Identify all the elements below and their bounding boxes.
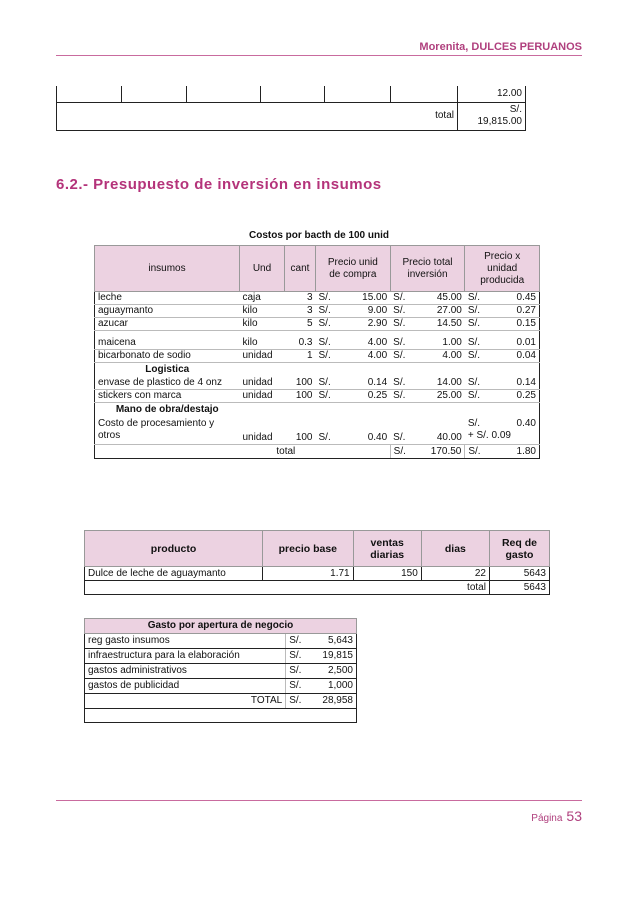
infrastructure-table-fragment bbox=[56, 86, 526, 131]
cell-producto: Dulce de leche de aguaymanto bbox=[85, 567, 263, 581]
cell-precio-unid: 4.00 bbox=[343, 337, 390, 350]
cell-cant: 3 bbox=[285, 292, 316, 305]
cell-cur: S/. bbox=[286, 649, 310, 664]
table-cell bbox=[391, 86, 458, 102]
table-row bbox=[95, 417, 540, 445]
table-row bbox=[95, 350, 540, 363]
col-header-precio-total: Precio total inversión bbox=[390, 246, 465, 292]
table-row bbox=[95, 390, 540, 403]
cell-precio-total: 14.00 bbox=[415, 377, 465, 390]
total-label: total bbox=[95, 445, 391, 459]
cell-cur: S/. bbox=[465, 318, 496, 331]
cell-und: unidad bbox=[240, 390, 285, 403]
group-label-logistica: Logistica bbox=[95, 363, 240, 377]
cell-und: kilo bbox=[240, 337, 285, 350]
cell-precio-x-unidad: 0.14 bbox=[496, 377, 539, 390]
cell-und: unidad bbox=[240, 417, 285, 445]
section-title: 6.2.- Presupuesto de inversión en insumos bbox=[56, 176, 382, 193]
cell-precio-x-unidad: 0.45 bbox=[496, 292, 539, 305]
col-header-cant: cant bbox=[285, 246, 316, 292]
table-row bbox=[95, 305, 540, 318]
table-row bbox=[85, 567, 550, 581]
cell-label: reg gasto insumos bbox=[85, 634, 286, 649]
total-value-cell: S/. 19,815.00 bbox=[458, 102, 526, 130]
col-header-ventas-diarias: ventas diarias bbox=[353, 531, 421, 567]
total-row: total S/. 170.50 S/. 1.80 bbox=[95, 445, 540, 459]
table-row bbox=[85, 664, 357, 679]
cell-req: 5643 bbox=[489, 567, 549, 581]
cell-cur: S/. bbox=[316, 390, 344, 403]
total-row bbox=[85, 581, 550, 595]
total-label: total bbox=[85, 581, 490, 595]
cell-cur: S/. bbox=[286, 664, 310, 679]
cell-dias: 22 bbox=[421, 567, 489, 581]
col-header-precio-base: precio base bbox=[263, 531, 354, 567]
cell-precio-x-unidad: 0.25 bbox=[496, 390, 539, 403]
table-row bbox=[85, 634, 357, 649]
cell-value: 5,643 bbox=[309, 634, 356, 649]
cell-cur: S/. bbox=[316, 305, 344, 318]
cell-precio-x-unidad: 0.04 bbox=[496, 350, 539, 363]
total-row: TOTAL S/. 28,958 bbox=[85, 694, 357, 709]
cell-cur: S/. bbox=[465, 350, 496, 363]
total-precio-x-unidad: 1.80 bbox=[496, 445, 539, 459]
col-header-und: Und bbox=[240, 246, 285, 292]
total-value: 5643 bbox=[489, 581, 549, 595]
cell-cur: S/. bbox=[316, 337, 344, 350]
apertura-table bbox=[84, 618, 357, 723]
cell-precio-x-unidad: S/. 0.40 + S/. 0.09 bbox=[465, 417, 540, 445]
cell-cur: S/. bbox=[465, 292, 496, 305]
col-header-producto: producto bbox=[85, 531, 263, 567]
cell-precio-unid: 15.00 bbox=[343, 292, 390, 305]
cell-cur: S/. bbox=[316, 377, 344, 390]
cell-cur: S/. bbox=[390, 305, 415, 318]
cell-precio-unid: 9.00 bbox=[343, 305, 390, 318]
cell-und: unidad bbox=[240, 350, 285, 363]
cell-precio-total: 27.00 bbox=[415, 305, 465, 318]
group-label-mano-de-obra: Mano de obra/destajo bbox=[95, 403, 240, 417]
cell-und: unidad bbox=[240, 377, 285, 390]
col-header-dias: dias bbox=[421, 531, 489, 567]
table-row bbox=[95, 337, 540, 350]
cell-precio-x-unidad: 0.15 bbox=[496, 318, 539, 331]
table-cell bbox=[122, 86, 187, 102]
cell-precio-total: 4.00 bbox=[415, 350, 465, 363]
cell-precio-unid: 4.00 bbox=[343, 350, 390, 363]
table-cell bbox=[325, 86, 391, 102]
table-row bbox=[95, 377, 540, 390]
cell-precio-unid: 0.25 bbox=[343, 390, 390, 403]
product-table bbox=[84, 530, 550, 595]
cell-insumo: aguaymanto bbox=[95, 305, 240, 318]
cell-cur: S/. bbox=[316, 318, 344, 331]
col-header-precio-x-unidad: Precio x unidad producida bbox=[465, 246, 540, 292]
cell-cant: 3 bbox=[285, 305, 316, 318]
cell-precio-total: 25.00 bbox=[415, 390, 465, 403]
cell-cur: S/. bbox=[286, 679, 310, 694]
cell-cur: S/. bbox=[465, 390, 496, 403]
table-cell bbox=[261, 86, 325, 102]
table-row bbox=[85, 649, 357, 664]
cell-cant: 100 bbox=[285, 390, 316, 403]
apertura-title: Gasto por apertura de negocio bbox=[85, 619, 357, 634]
costs-table bbox=[94, 245, 540, 459]
cell-insumo: stickers con marca bbox=[95, 390, 240, 403]
cell-label: gastos de publicidad bbox=[85, 679, 286, 694]
cell-cur: S/. bbox=[465, 337, 496, 350]
cell-cant: 0.3 bbox=[285, 337, 316, 350]
cell-precio-unid: 2.90 bbox=[343, 318, 390, 331]
cell-insumo: azucar bbox=[95, 318, 240, 331]
cell-cant: 5 bbox=[285, 318, 316, 331]
cell-cant: 100 bbox=[285, 417, 316, 445]
table-cell bbox=[187, 86, 261, 102]
cell-precio-total: 1.00 bbox=[415, 337, 465, 350]
cell-cur: S/. bbox=[316, 417, 344, 445]
cell-label: infraestructura para la elaboración bbox=[85, 649, 286, 664]
cell-cur: S/. bbox=[316, 292, 344, 305]
cell-precio-base: 1.71 bbox=[263, 567, 354, 581]
cell-cur: S/. bbox=[390, 350, 415, 363]
cell-cur: S/. bbox=[390, 318, 415, 331]
cell-precio-total: 45.00 bbox=[415, 292, 465, 305]
cell-insumo: Costo de procesamiento y otros bbox=[95, 417, 240, 445]
cell-ventas: 150 bbox=[353, 567, 421, 581]
total-label-cell: total bbox=[57, 102, 458, 130]
cell-insumo: leche bbox=[95, 292, 240, 305]
cell-cur: S/. bbox=[465, 377, 496, 390]
cell-precio-x-unidad: 0.27 bbox=[496, 305, 539, 318]
table-row bbox=[95, 318, 540, 331]
table-row bbox=[95, 292, 540, 305]
cell-cant: 1 bbox=[285, 350, 316, 363]
cell-cur: S/. bbox=[390, 417, 415, 445]
table-value-cell: 12.00 bbox=[458, 86, 526, 102]
cell-cur: S/. bbox=[316, 350, 344, 363]
document-header-title: Morenita, DULCES PERUANOS bbox=[419, 41, 582, 53]
cell-cur: S/. bbox=[286, 634, 310, 649]
costs-caption: Costos por bacth de 100 unid bbox=[248, 230, 390, 241]
cell-precio-x-unidad: 0.01 bbox=[496, 337, 539, 350]
cell-precio-unid: 0.40 bbox=[343, 417, 390, 445]
cell-und: kilo bbox=[240, 318, 285, 331]
table-cell bbox=[57, 86, 122, 102]
cell-cur: S/. bbox=[465, 305, 496, 318]
cell-insumo: bicarbonato de sodio bbox=[95, 350, 240, 363]
cell-und: kilo bbox=[240, 305, 285, 318]
col-header-req-gasto: Req de gasto bbox=[489, 531, 549, 567]
header-rule bbox=[56, 55, 582, 56]
cell-cur: S/. bbox=[390, 337, 415, 350]
cell-cur: S/. bbox=[390, 390, 415, 403]
cell-insumo: maicena bbox=[95, 337, 240, 350]
col-header-precio-unid: Precio unid de compra bbox=[316, 246, 391, 292]
cell-cur: S/. bbox=[390, 292, 415, 305]
total-label: TOTAL bbox=[85, 694, 286, 709]
page-number: Página 53 bbox=[531, 808, 582, 824]
cell-insumo: envase de plastico de 4 onz bbox=[95, 377, 240, 390]
cell-label: gastos administrativos bbox=[85, 664, 286, 679]
cell-und: caja bbox=[240, 292, 285, 305]
footer-rule bbox=[56, 800, 582, 801]
cell-cant: 100 bbox=[285, 377, 316, 390]
cell-precio-total: 14.50 bbox=[415, 318, 465, 331]
cell-value: 1,000 bbox=[309, 679, 356, 694]
total-value: 28,958 bbox=[309, 694, 356, 709]
col-header-insumos: insumos bbox=[95, 246, 240, 292]
cell-precio-total: 40.00 bbox=[415, 417, 465, 445]
cell-cur: S/. bbox=[390, 377, 415, 390]
cell-value: 19,815 bbox=[309, 649, 356, 664]
cell-value: 2,500 bbox=[309, 664, 356, 679]
cell-precio-unid: 0.14 bbox=[343, 377, 390, 390]
total-precio-total: 170.50 bbox=[415, 445, 465, 459]
table-row bbox=[85, 679, 357, 694]
